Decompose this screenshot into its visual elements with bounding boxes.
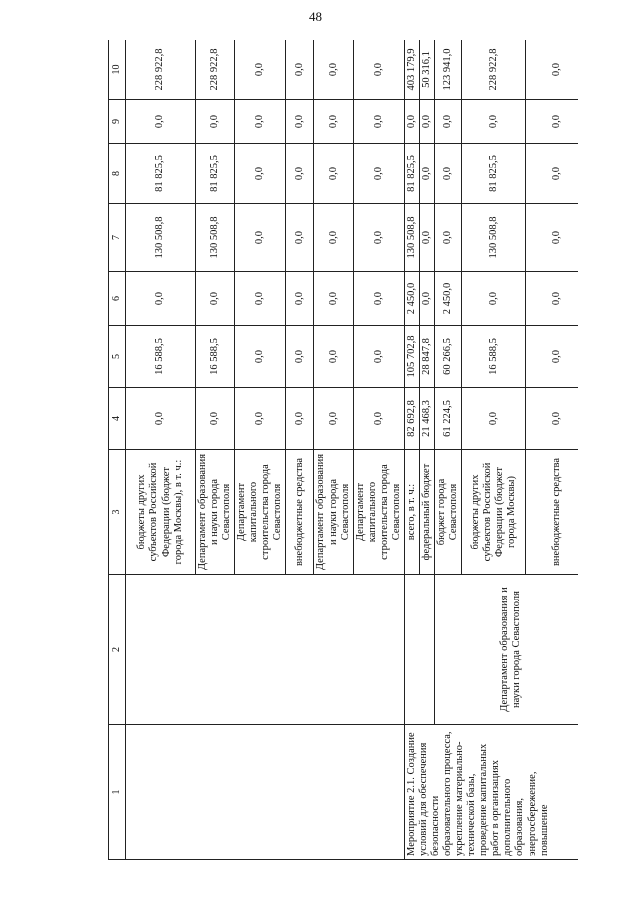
header-col-9: 9 [109,100,126,144]
cell-2017: 0,0 [235,326,286,388]
cell-2017: 0,0 [286,326,314,388]
cell-2019: 0,0 [435,204,462,272]
row-label: бюджеты других субъектов Российской Федерации (бюджет города Москвы) [462,450,526,575]
header-col-10: 10 [109,40,126,100]
row-label: Департамент образования и науки города Севастополя [196,450,235,575]
cell-2017: 60 266,5 [435,326,462,388]
cell-total: 228 922,8 [462,40,526,100]
cell-2016: 21 468,3 [419,388,434,450]
cell-2019: 130 508,8 [196,204,235,272]
header-row [109,40,126,860]
cell-2016: 82 692,8 [404,388,419,450]
cell-2017: 0,0 [526,326,578,388]
header-col-2: 2 [109,575,126,725]
cell-2020: 0,0 [419,144,434,204]
row-label: бюджет города Севастополя [435,450,462,575]
cell-2020: 0,0 [286,144,314,204]
cell-2021: 0,0 [404,100,419,144]
cell-2017: 16 588,5 [126,326,196,388]
cell-2017: 0,0 [314,326,353,388]
cell-2018: 0,0 [353,272,404,326]
cell-2020: 81 825,5 [196,144,235,204]
cell-total: 50 316,1 [419,40,434,100]
cell-2020: 0,0 [235,144,286,204]
cell-2016: 0,0 [235,388,286,450]
cell-2020: 0,0 [526,144,578,204]
cell-2021: 0,0 [419,100,434,144]
row-label: всего, в т. ч.: [404,450,419,575]
cell-2017: 16 588,5 [196,326,235,388]
cell-2018: 0,0 [126,272,196,326]
cell-2017: 105 702,8 [404,326,419,388]
cell-2018: 2 450,0 [404,272,419,326]
cell-2016: 0,0 [526,388,578,450]
cell-2016: 0,0 [126,388,196,450]
cell-2018: 0,0 [314,272,353,326]
cell-2016: 0,0 [286,388,314,450]
page-number: 48 [309,9,322,24]
row-label: Департамент капитального строительства города Севастополя [353,450,404,575]
cell-total: 0,0 [314,40,353,100]
cell-2016: 0,0 [196,388,235,450]
cell-2018: 0,0 [286,272,314,326]
cell-2018: 0,0 [462,272,526,326]
table-row [126,40,196,860]
cell-2021: 0,0 [526,100,578,144]
cell-2018: 0,0 [196,272,235,326]
cell-total: 0,0 [286,40,314,100]
cell-2018: 0,0 [419,272,434,326]
header-col-5: 5 [109,326,126,388]
cell-2020: 0,0 [353,144,404,204]
cell-2018: 2 450,0 [435,272,462,326]
cell-2019: 130 508,8 [462,204,526,272]
cell-2021: 0,0 [462,100,526,144]
header-col-6: 6 [109,272,126,326]
cell-2016: 0,0 [353,388,404,450]
cell-2019: 0,0 [314,204,353,272]
block1-executor-cell [126,575,405,725]
cell-total: 123 941,0 [435,40,462,100]
table-viewport [108,40,578,860]
cell-2016: 61 224,5 [435,388,462,450]
cell-2019: 130 508,8 [404,204,419,272]
cell-2021: 0,0 [353,100,404,144]
cell-total: 0,0 [526,40,578,100]
cell-2019: 0,0 [286,204,314,272]
cell-2021: 0,0 [126,100,196,144]
cell-2020: 81 825,5 [404,144,419,204]
cell-total: 0,0 [235,40,286,100]
cell-2021: 0,0 [196,100,235,144]
cell-2016: 0,0 [462,388,526,450]
header-col-7: 7 [109,204,126,272]
row-label: Департамент образования и науки города Севастополя [314,450,353,575]
block2-executor-top-cell [404,575,434,725]
cell-2021: 0,0 [314,100,353,144]
row-label: Департамент капитального строительства города Севастополя [235,450,286,575]
cell-total: 228 922,8 [196,40,235,100]
cell-total: 403 179,9 [404,40,419,100]
cell-2017: 0,0 [353,326,404,388]
cell-total: 0,0 [353,40,404,100]
cell-2020: 0,0 [435,144,462,204]
budget-table [108,40,578,860]
cell-2020: 81 825,5 [462,144,526,204]
header-col-8: 8 [109,144,126,204]
cell-2019: 0,0 [419,204,434,272]
header-col-3: 3 [109,450,126,575]
cell-2019: 0,0 [526,204,578,272]
cell-2018: 0,0 [235,272,286,326]
row-label: внебюджетные средства [286,450,314,575]
cell-2019: 0,0 [353,204,404,272]
cell-2016: 0,0 [314,388,353,450]
cell-2021: 0,0 [235,100,286,144]
cell-2017: 16 588,5 [462,326,526,388]
row-label: бюджеты других субъектов Российской Федерации (бюджет города Москвы), в т. ч.: [126,450,196,575]
row-label: федеральный бюджет [419,450,434,575]
cell-2020: 0,0 [314,144,353,204]
measure-2-1-description: Мероприятие 2.1. Создание условий для обеспечения безопасности образовательного процесса, укрепление материально-технической базы, проведение капитальных работ в организациях дополнительного образования, энергосбережение, повышение [404,725,578,860]
executor-cell: Департамент образования и науки города Севастополя [435,575,579,725]
cell-total: 228 922,8 [126,40,196,100]
header-col-4: 4 [109,388,126,450]
row-label: внебюджетные средства [526,450,578,575]
cell-2019: 0,0 [235,204,286,272]
block1-measure-cell [126,725,405,860]
cell-2017: 28 847,8 [419,326,434,388]
cell-2020: 81 825,5 [126,144,196,204]
table-row [404,40,419,860]
cell-2021: 0,0 [286,100,314,144]
cell-2021: 0,0 [435,100,462,144]
rotated-table-wrapper [108,40,578,860]
cell-2019: 130 508,8 [126,204,196,272]
header-col-1: 1 [109,725,126,860]
cell-2018: 0,0 [526,272,578,326]
